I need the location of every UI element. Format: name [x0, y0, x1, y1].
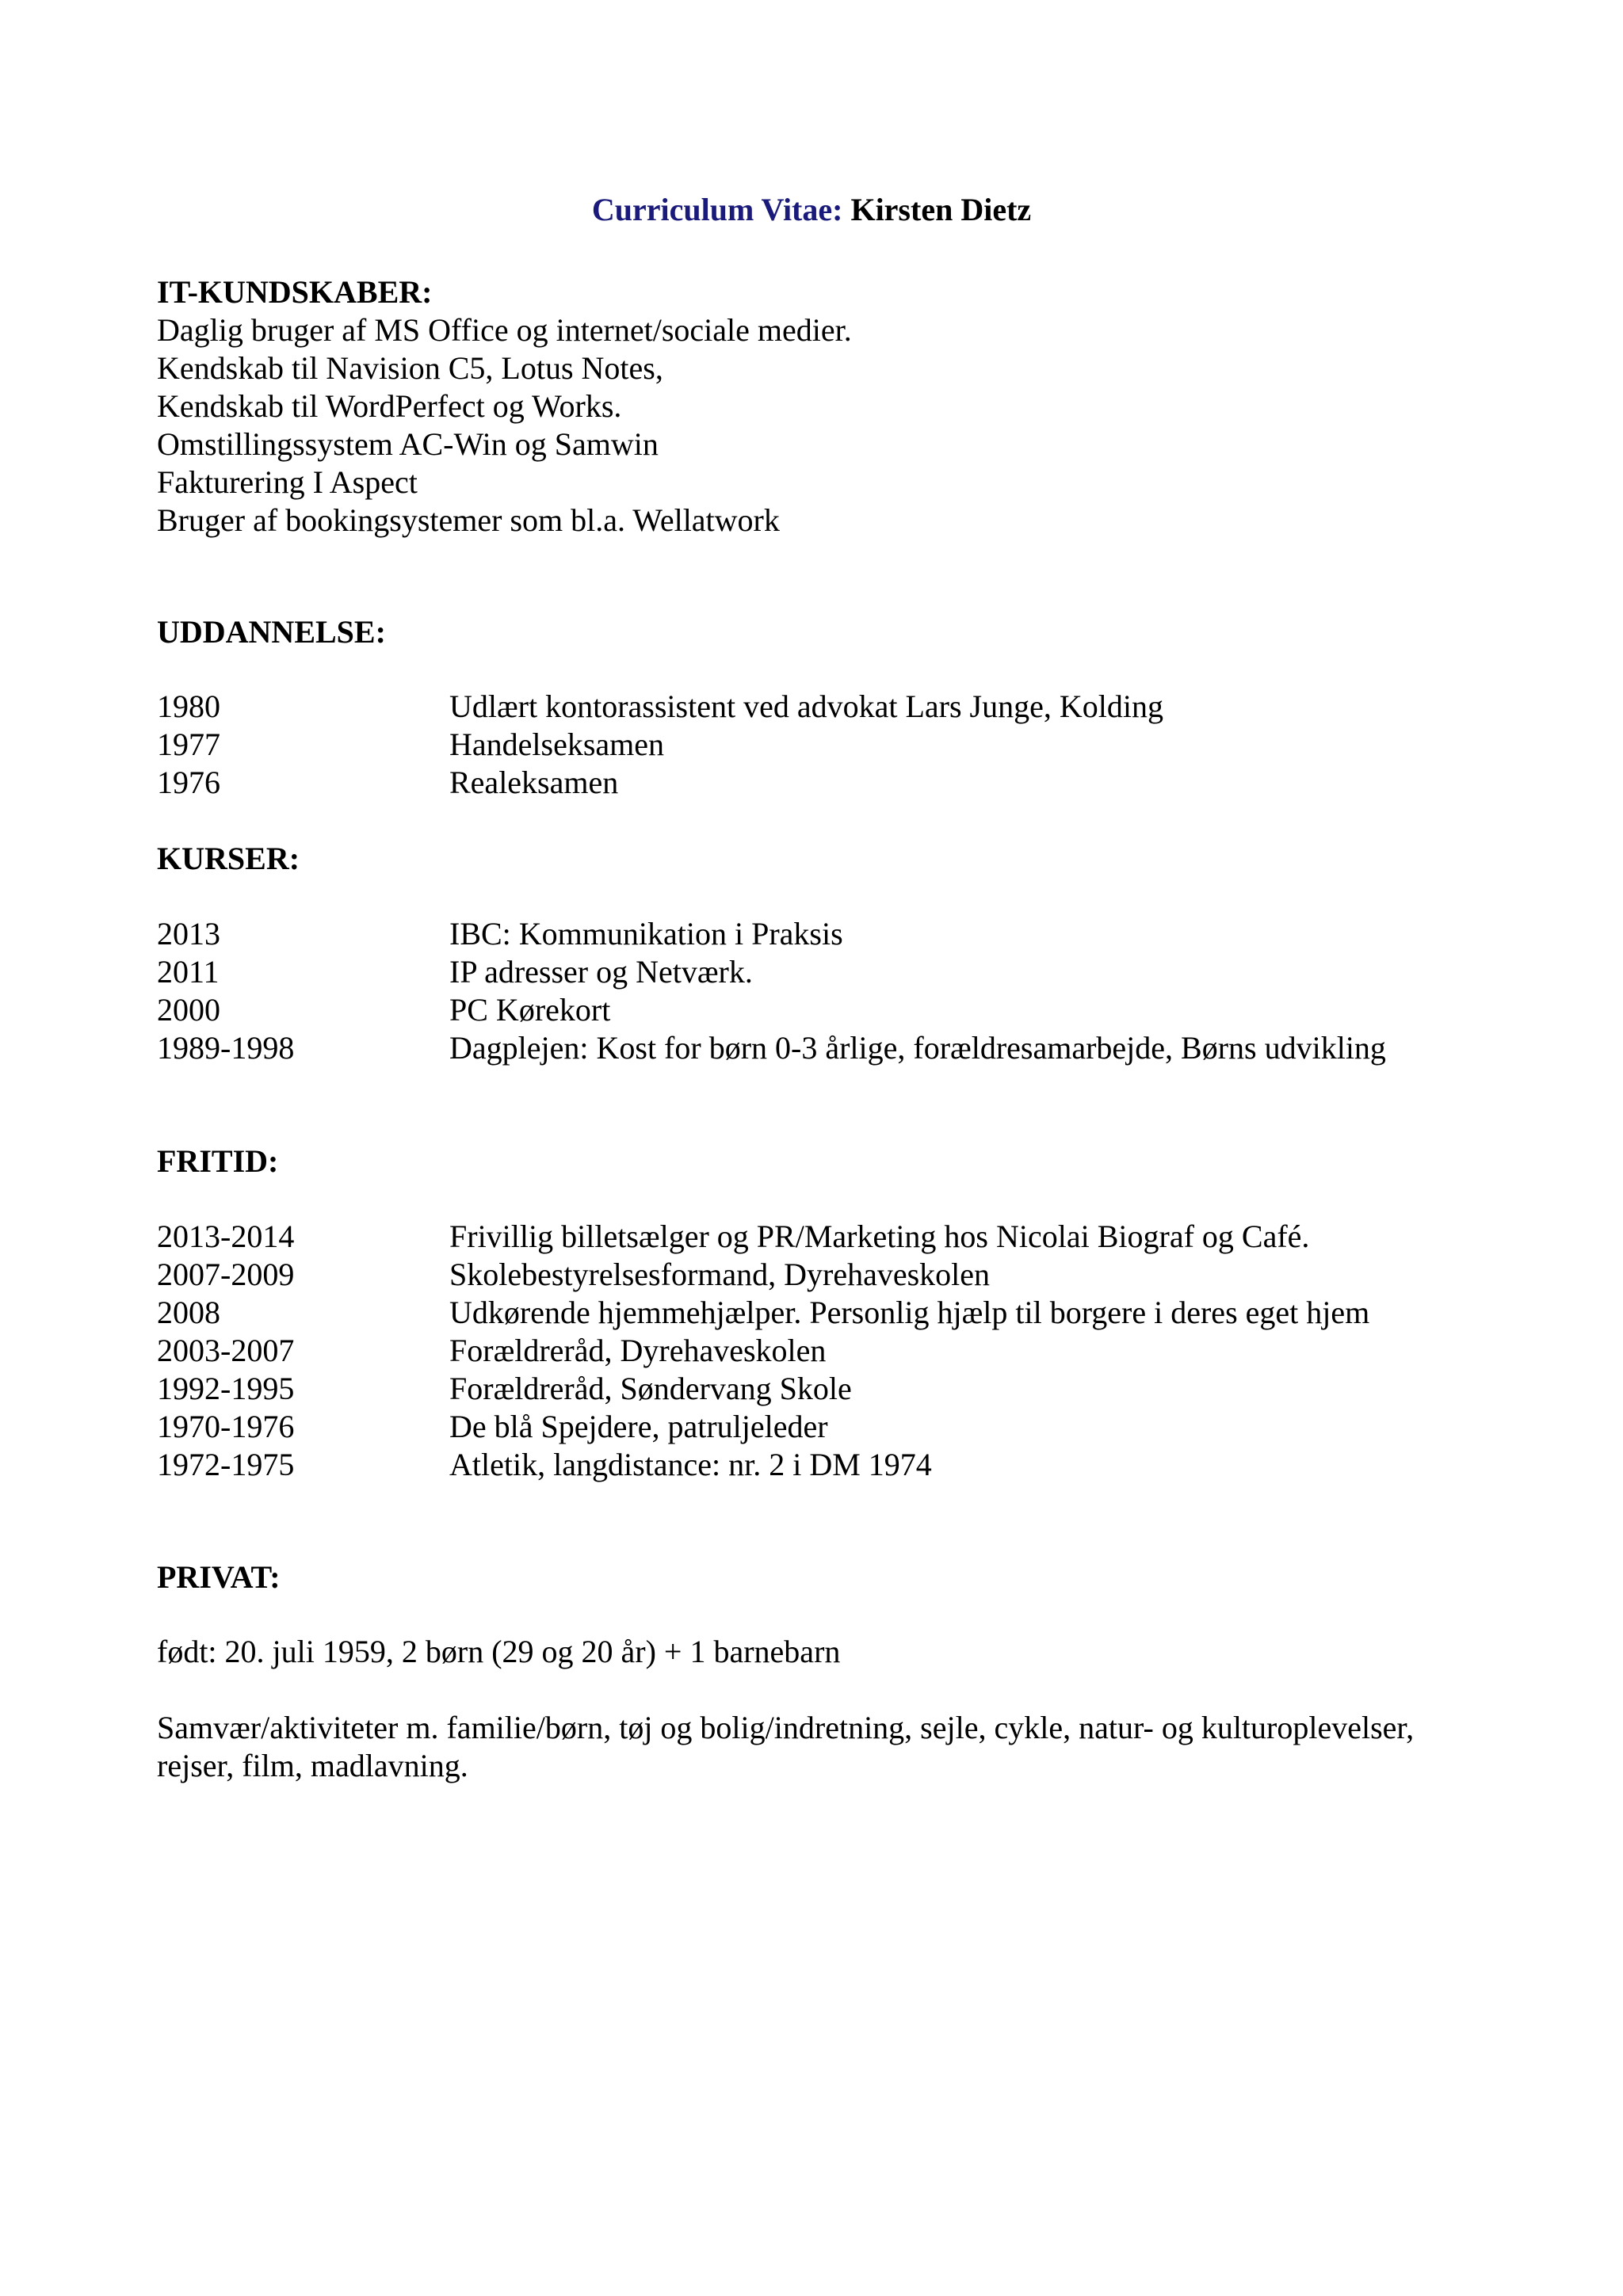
it-skills-line: Omstillingssystem AC-Win og Samwin [157, 426, 659, 462]
it-skills-line: Bruger af bookingsystemer som bl.a. Wellatwork [157, 502, 780, 538]
leisure-year: 1972-1975 [157, 1447, 295, 1482]
private-interests [157, 1709, 1504, 1785]
leisure-row [157, 1408, 1504, 1446]
course-year: 2000 [157, 992, 220, 1028]
education-text: Udlært kontorassistent ved advokat Lars Junge, Kolding [449, 688, 1163, 724]
leisure-text: Udkørende hjemmehjælper. Personlig hjælp til borgere i deres eget hjem [449, 1295, 1370, 1330]
it-skills-line: Daglig bruger af MS Office og internet/sociale medier. [157, 312, 852, 348]
courses-section [157, 840, 1504, 878]
it-skills-line: Kendskab til Navision C5, Lotus Notes, [157, 350, 663, 386]
education-text: Handelseksamen [449, 727, 665, 762]
course-year: 2013 [157, 916, 220, 952]
it-skills-heading: IT-KUNDSKABER: [157, 274, 433, 310]
private-born [157, 1633, 1504, 1671]
leisure-year: 2008 [157, 1295, 220, 1330]
leisure-row [157, 1294, 1504, 1332]
education-row [157, 726, 1504, 764]
leisure-year: 2013-2014 [157, 1219, 295, 1254]
leisure-row [157, 1256, 1504, 1294]
course-row [157, 953, 1504, 991]
course-row [157, 915, 1504, 953]
leisure-year: 2003-2007 [157, 1333, 295, 1368]
education-year: 1976 [157, 765, 220, 800]
leisure-text: Atletik, langdistance: nr. 2 i DM 1974 [449, 1447, 932, 1482]
course-text: IBC: Kommunikation i Praksis [449, 916, 843, 952]
leisure-year: 2007-2009 [157, 1257, 295, 1292]
course-text: Dagplejen: Kost for børn 0-3 årlige, forældresamarbejde, Børns udvikling [449, 1030, 1386, 1066]
leisure-row [157, 1332, 1504, 1370]
leisure-row [157, 1370, 1504, 1408]
education-year: 1977 [157, 727, 220, 762]
leisure-text: Frivillig billetsælger og PR/Marketing hos Nicolai Biograf og Café. [449, 1219, 1310, 1254]
courses-heading: KURSER: [157, 841, 300, 876]
leisure-text: Skolebestyrelsesformand, Dyrehaveskolen [449, 1257, 991, 1292]
course-text: PC Kørekort [449, 992, 611, 1028]
course-text: IP adresser og Netværk. [449, 954, 753, 990]
it-skills-line: Kendskab til WordPerfect og Works. [157, 388, 622, 424]
title-prefix: Curriculum Vitae: [591, 192, 843, 227]
leisure-text: Forældreråd, Søndervang Skole [449, 1371, 852, 1406]
education-row [157, 764, 1504, 802]
education-heading: UDDANNELSE: [157, 614, 386, 650]
course-year: 2011 [157, 954, 220, 990]
document-title [0, 190, 1623, 230]
title-name: Kirsten Dietz [850, 192, 1032, 227]
education-text: Realeksamen [449, 765, 619, 800]
education-row [157, 688, 1504, 726]
leisure-section [157, 1142, 1504, 1180]
leisure-year: 1970-1976 [157, 1409, 295, 1444]
education-list [157, 688, 1504, 802]
education-year: 1980 [157, 688, 220, 724]
course-year: 1989-1998 [157, 1030, 295, 1066]
leisure-text: Forældreråd, Dyrehaveskolen [449, 1333, 827, 1368]
courses-list [157, 915, 1504, 1067]
it-skills-line: Fakturering I Aspect [157, 464, 418, 500]
course-row [157, 1029, 1504, 1067]
private-interests-text: Samvær/aktiviteter m. familie/børn, tøj og bolig/indretning, sejle, cykle, natur- og kulturoplevelser, rejser, film, madlavning. [157, 1710, 1415, 1783]
private-born-text: født: 20. juli 1959, 2 børn (29 og 20 år) + 1 barnebarn [157, 1634, 841, 1669]
leisure-list [157, 1218, 1504, 1484]
leisure-year: 1992-1995 [157, 1371, 295, 1406]
course-row [157, 991, 1504, 1029]
leisure-heading: FRITID: [157, 1143, 279, 1179]
it-skills-section [157, 273, 1504, 540]
leisure-row [157, 1218, 1504, 1256]
leisure-row [157, 1446, 1504, 1484]
private-heading: PRIVAT: [157, 1559, 281, 1595]
education-section [157, 613, 1504, 651]
private-section [157, 1558, 1504, 1596]
leisure-text: De blå Spejdere, patruljeleder [449, 1409, 828, 1444]
